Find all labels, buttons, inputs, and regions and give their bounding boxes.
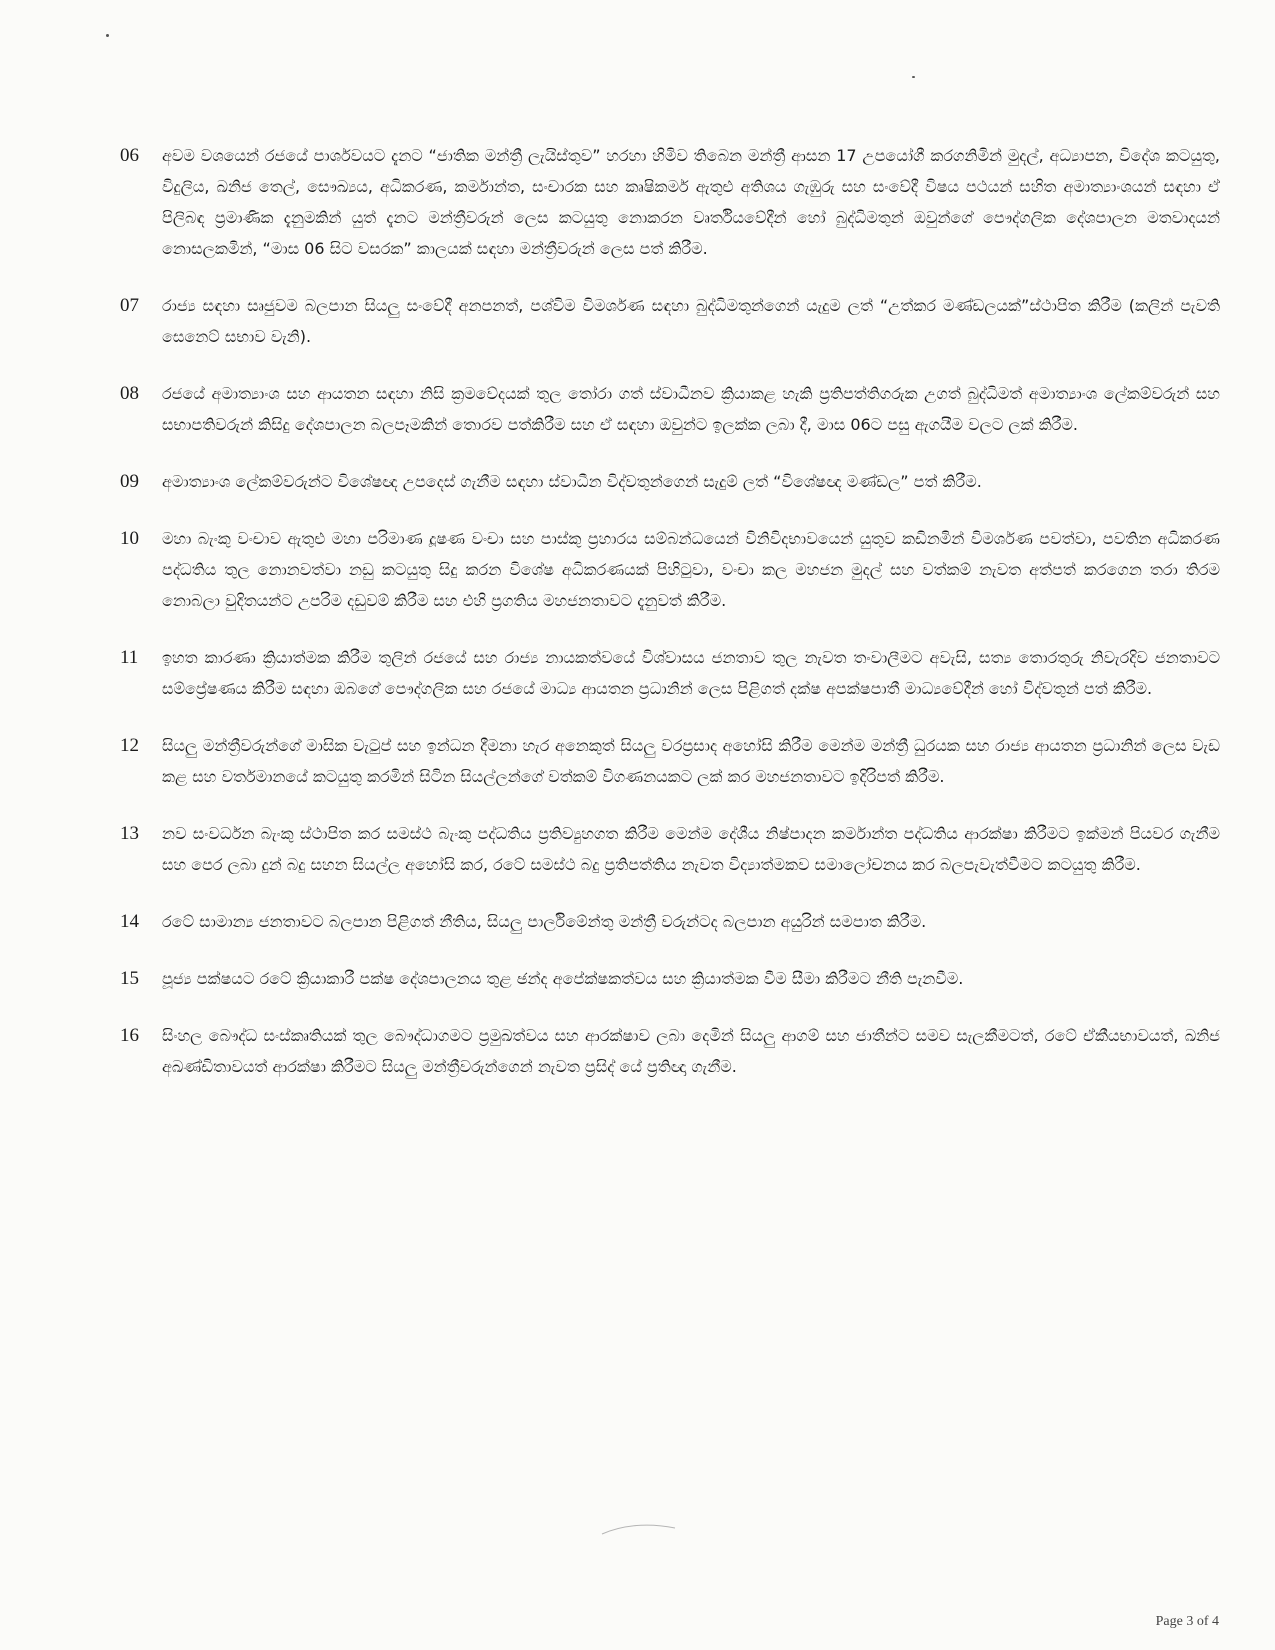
numbered-list bbox=[120, 140, 1220, 1082]
item-text: මහා බැංකු වංචාව ඇතුළු මහා පරිමාණ දූෂණ වංචා සහ පාස්කු ප්‍රහාරය සම්බන්ධයෙන් විනිවිදභාවයෙන් යුතුව කඩිනමින් විමර්ශණ පවත්වා, පවතින අධිකරණ පද්ධතිය තුල නොනවත්වා නඩු කටයුතු සිදු කරන විශේෂ අධිකරණයක් පිහිටුවා, වංචා කල මහජන මුදල් සහ වත්කම් නැවත අත්පත් කරගෙන තරා තිරම නොබලා වුදිතයන්ට උපරිම දඩුවම් කිරීම සහ එහි ප්‍රගතිය මහජනතාවට දැනුවත් කිරීම. bbox=[162, 529, 1220, 610]
list-item bbox=[120, 642, 1220, 704]
list-item bbox=[120, 523, 1220, 616]
item-text: අමාත්‍යාංශ ලේකම්වරුන්ට විශේෂඥ උපදෙස් ගැනීම සඳහා ස්වාධීන විද්වතුන්ගෙන් සැදුම් ලත් “විශේෂඥ මණ්ඩල” පත් කිරීම. bbox=[162, 472, 982, 491]
item-text: නව සංවර්ධන බැංකු ස්ථාපිත කර සමස්ථ බැංකු පද්ධතිය ප්‍රතිව්‍යුහගත කිරීම මෙන්ම දේශීය නිෂ්පාදන කර්මාන්ත පද්ධතිය ආරක්ෂා කිරීමට ඉක්මන් පියවර ගැනීම සහ පෙර ලබා දුන් බදු සහන සියල්ල අහෝසි කර, රටේ සමස්ථ බදු ප්‍රතිපත්තිය නැවත විද්‍යාත්මකව සමාලෝචනය කර බලපැවැත්වීමට කටයුතු කිරීම. bbox=[162, 824, 1220, 874]
scan-speck bbox=[106, 34, 109, 37]
list-item bbox=[120, 290, 1220, 352]
item-number: 13 bbox=[120, 823, 139, 844]
item-number: 11 bbox=[120, 647, 139, 668]
item-number: 15 bbox=[120, 968, 139, 989]
item-text: රාජ්‍ය සඳහා සෘජුවම බලපාන සියලු සංවේදී අනපනත්, පශ්විම විමර්ශණ සඳහා බුද්ධිමතුන්ගෙන් යැදුම ලත් “උත්කර මණ්ඩලයක්”ස්ථාපිත කිරීම (කලින් පැවති සෙනෙට් සභාව වැනි). bbox=[162, 296, 1220, 346]
item-number: 16 bbox=[120, 1025, 139, 1046]
item-text: රජයේ අමාත්‍යාංශ සහ ආයතන සඳහා නිසි ක්‍රමවේදයක් තුල තෝරා ගත් ස්වාධීනව ක්‍රියාකළ හැකි ප්‍රතිපත්තිගරුක උගත් බුද්ධිමත් අමාත්‍යාංශ ලේකම්වරුන් සහ සභාපතිවරුන් කිසිදු දේශපාලන බලපෑමකින් තොරව පත්කිරීම සහ ඒ සඳහා ඔවුන්ට ඉලක්ක ලබා දී, මාස 06ට පසු ඇගයීම වලට ලක් කිරීම. bbox=[162, 384, 1220, 434]
item-number: 14 bbox=[120, 911, 139, 932]
list-item bbox=[120, 730, 1220, 792]
item-number: 07 bbox=[120, 295, 139, 316]
page-number: Page 3 of 4 bbox=[1155, 1614, 1219, 1629]
item-text: රටේ සාමාන්‍ය ජනතාවට බලපාන පිළිගත් නීතිය, සියලු පාර්ලිමේන්තු මන්ත්‍රී වරුන්ටද බලපාන අයුරින් සමපාත කිරීම. bbox=[162, 912, 927, 931]
list-item bbox=[120, 378, 1220, 440]
item-number: 09 bbox=[120, 471, 139, 492]
item-text: ඉහත කාරණා ක්‍රියාත්මක කිරීම තුලින් රජයේ සහ රාජ්‍ය නායකත්වයේ විශ්වාසය ජනතාව තුල නැවත තංවාලීමට අවැසි, සත්‍ය තොරතුරු නිවැරදිව ජනතාවට සම්ප්‍රේෂණය කිරීම සඳහා ඔබගේ පෞද්ගලික සහ රජයේ මාධ්‍ය ආයතන ප්‍රධානින් ලෙස පිළිගත් දක්ෂ අපක්ෂපාතී මාධ්‍යවේදීන් හෝ විද්වතුන් පත් කිරීම. bbox=[162, 648, 1220, 698]
item-text: අවම වශයෙන් රජයේ පාර්ශවයට දැනට “ජාතික මන්ත්‍රී ලැයිස්තුව” හරහා හිමිව තිබෙන මන්ත්‍රී ආසන 17 උපයෝගී කරගනිමින් මුදල්, අධ්‍යාපන, විදේශ කටයුතු, විදුලිය, ඛනිජ තෙල්, සෞඛ්‍යය, අධිකරණ, කර්මාන්ත, සංචාරක සහ කෘෂිකර්ම ඇතුළු අතිශය ගැඹුරු සහ සංවේදී විෂය පථයන් සහිත අමාත්‍යාංශයන් සඳහා ඒ පිලිබඳ ප්‍රමාණික දැනුමකින් යුත් දැනට මන්ත්‍රීවරුන් ලෙස කටයුතු නොකරන වෘර්තියවේදීන් හෝ බුද්ධිමතුන් ඔවුන්ගේ පෞද්ගලික දේශපාලන මතවාදයන් නොසලකමින්, “මාස 06 සිට වසරක” කාලයක් සඳහා මන්ත්‍රීවරුන් ලෙස පත් කිරීම. bbox=[162, 146, 1220, 258]
list-item bbox=[120, 963, 1220, 994]
item-number: 08 bbox=[120, 383, 139, 404]
item-number: 12 bbox=[120, 735, 139, 756]
item-number: 10 bbox=[120, 528, 139, 549]
list-item bbox=[120, 466, 1220, 497]
item-text: සිංහල බෞද්ධ සංස්කෘතියක් තුල බෞද්ධාගමට ප්‍රමුඛත්වය සහ ආරක්ෂාව ලබා දෙමින් සියලු ආගම් සහ ජාතීන්ට සමව සැලකීමටත්, රටේ ඒකීයභාවයත්, ඛනිජ අඛණ්ඩිතාවයත් ආරක්ෂා කිරීමට සියලු මන්ත්‍රීවරුන්ගෙන් නැවත ප්‍රසිද් යේ ප්‍රතිඥා ගැනීම. bbox=[162, 1026, 1220, 1076]
item-text: සියලු මන්ත්‍රීවරුන්ගේ මාසික වැටුප් සහ ඉන්ධන දීමනා හැර අනෙකුත් සියලු වරප්‍රසාද අහෝසි කිරීම මෙන්ම මන්ත්‍රී ධුරයක සහ රාජ්‍ය ආයතන ප්‍රධානින් ලෙස වැඩ කළ සහ වර්තමානයේ කටයුතු කරමින් සිටින සියල්ලන්ගේ වත්කම් විගණනයකට ලක් කර මහජනතාවට ඉදිරිපත් කිරීම. bbox=[162, 736, 1220, 786]
scan-speck bbox=[912, 76, 915, 78]
list-item bbox=[120, 140, 1220, 264]
item-number: 06 bbox=[120, 145, 139, 166]
list-item bbox=[120, 906, 1220, 937]
list-item bbox=[120, 1020, 1220, 1082]
item-text: පූජ්‍ය පක්ෂයට රටේ ක්‍රියාකාරී පක්ෂ දේශපාලනය තුළ ඡන්ද අපේක්ෂකත්වය සහ ක්‍රියාත්මක වීම සීමා කිරීමට නීති පැනවීම. bbox=[162, 969, 964, 988]
list-item bbox=[120, 818, 1220, 880]
scan-mark bbox=[600, 1518, 680, 1538]
